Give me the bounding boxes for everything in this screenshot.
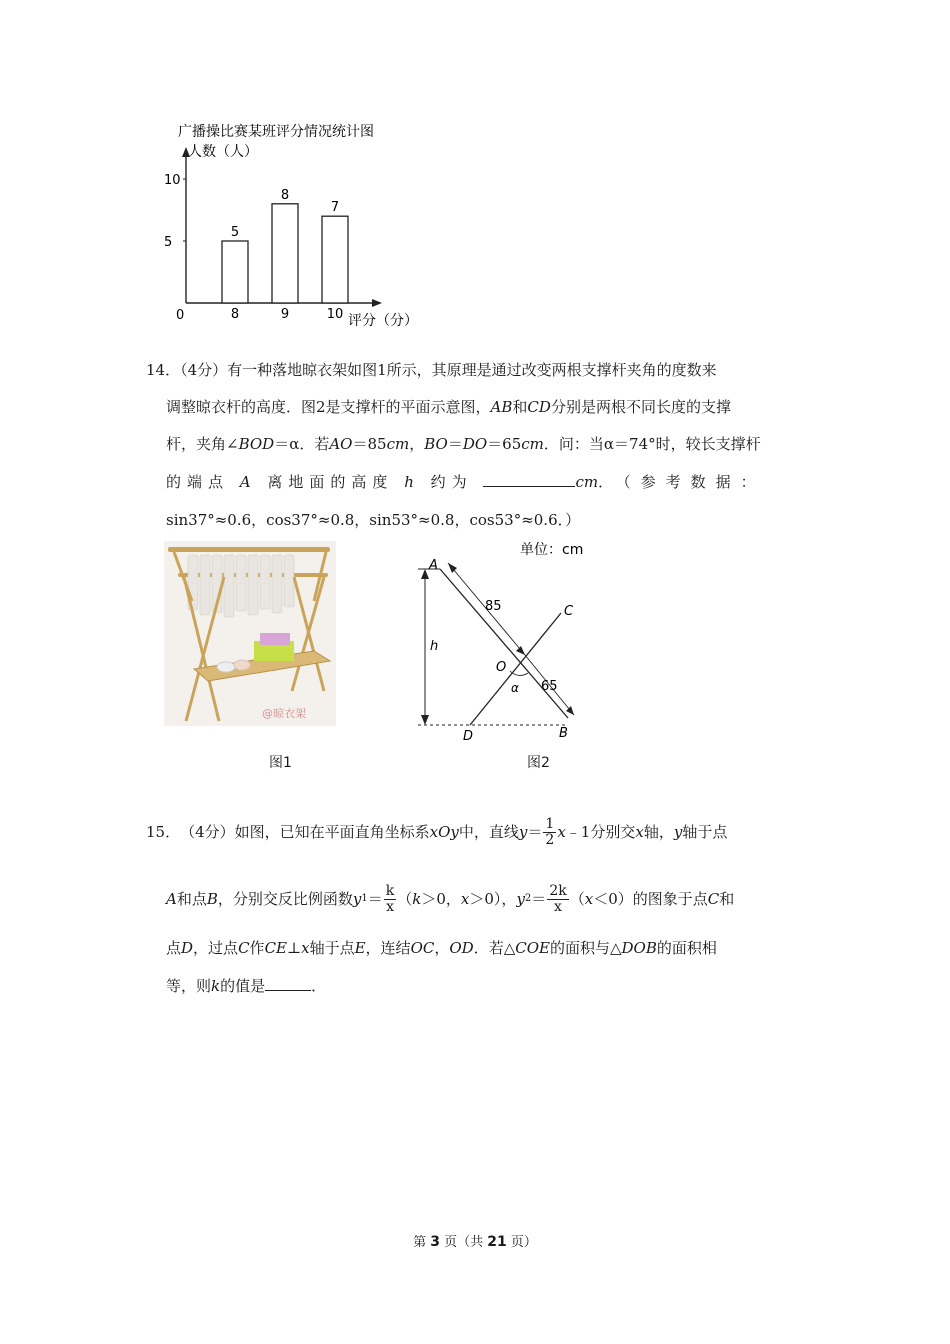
q14-var: BOD — [238, 435, 275, 453]
q15-subscript: 2 — [524, 893, 532, 904]
q14-text: ．（参考数据： — [598, 473, 766, 491]
q15-text: （ — [397, 890, 413, 908]
fraction-denominator: x — [386, 898, 394, 915]
q14-var: AB — [490, 398, 513, 416]
y-tick-label: 10 — [164, 173, 181, 188]
fig2-label-a: A — [429, 558, 438, 573]
q15-var: y — [518, 823, 528, 841]
q15-fraction-k-over-x — [384, 884, 396, 915]
q14-unit: cm — [575, 473, 599, 491]
bar-value-label: 5 — [230, 225, 240, 240]
q15-text: ＝ — [367, 890, 383, 908]
fig2-label-o: O — [496, 660, 507, 675]
q15-text: 点 — [166, 939, 182, 957]
q14-answer-blank[interactable] — [483, 472, 575, 487]
q15-var: CE — [264, 939, 287, 957]
q14-reference-data: sin37°≈0.6，cos37°≈0.8，sin53°≈0.8，cos53°≈0.6．） — [166, 511, 581, 529]
chart-bars — [222, 188, 348, 322]
q14-var: AO — [329, 435, 353, 453]
q15-line-2 — [166, 879, 734, 919]
q15-score: （4分） — [180, 823, 235, 841]
q15-var: E — [354, 939, 366, 957]
q14-text: ， — [409, 435, 425, 453]
q15-var: COE — [515, 939, 550, 957]
q15-text: ，分别交反比例函数 — [217, 890, 353, 908]
q15-text: ＞0）， — [469, 890, 517, 908]
fig2-label-c: C — [564, 604, 574, 619]
bar — [222, 241, 248, 303]
q15-text: ⊥ — [287, 939, 302, 957]
q14-var: BO — [424, 435, 448, 453]
q14-var: A — [239, 473, 257, 491]
q14-unit: cm — [386, 435, 410, 453]
q15-number: 15． — [146, 823, 181, 841]
q15-subscript: 1 — [361, 893, 368, 904]
q15-text: 如图，已知在平面直角坐标系 — [234, 823, 430, 841]
fig2-label-b: B — [559, 726, 568, 741]
q15-var: B — [206, 890, 218, 908]
q15-text: 的面积与△ — [549, 939, 622, 957]
q14-line-1 — [146, 360, 717, 380]
q15-text: 和 — [719, 890, 735, 908]
fraction-numerator: k — [385, 882, 395, 899]
q15-text: ．若△ — [473, 939, 516, 957]
q14-unit: cm — [521, 435, 544, 453]
q14-text: 和 — [512, 398, 528, 416]
q14-text: 的端点 — [166, 473, 230, 491]
q15-var: y — [516, 890, 525, 908]
q15-text: （ — [569, 890, 585, 908]
q15-line-4 — [166, 976, 326, 996]
q14-line-5 — [166, 510, 580, 530]
fraction-numerator: 1 — [545, 815, 555, 832]
q15-text: ＝ — [531, 890, 547, 908]
q15-var: y — [673, 823, 683, 841]
q15-answer-blank[interactable] — [265, 976, 311, 991]
q14-var: CD — [527, 398, 551, 416]
y-tick-label: 5 — [164, 235, 173, 250]
q15-var: x — [460, 890, 470, 908]
total-pages: 21 — [487, 1234, 507, 1250]
q14-text: ＝85 — [352, 435, 387, 453]
q14-text: 分别是两根不同长度的支撑 — [550, 398, 731, 416]
fig1-watermark: @晾衣架 — [262, 707, 306, 720]
q15-var: k — [412, 890, 422, 908]
chart-xlabel: 评分（分） — [348, 313, 418, 329]
q15-text: ，过点 — [193, 939, 239, 957]
footer-text: 页） — [510, 1235, 537, 1250]
fig2-length-65: 65 — [541, 679, 558, 694]
fig2-caption: 图2 — [527, 755, 550, 771]
q15-var: k — [211, 977, 221, 995]
chart-ylabel: 人数（人） — [188, 144, 258, 160]
q15-var: C — [707, 890, 720, 908]
q14-text: 离地面的高度 — [267, 473, 394, 491]
chart-title: 广播操比赛某班评分情况统计图 — [178, 124, 374, 140]
bar-chart — [150, 115, 440, 335]
x-axis-arrow — [372, 299, 382, 307]
q15-var: x — [584, 890, 594, 908]
q15-text: 中，直线 — [458, 823, 519, 841]
q14-line-4 — [166, 472, 766, 492]
page-footer — [0, 1231, 950, 1250]
x-tick-label: 10 — [326, 307, 344, 322]
q15-text: ． — [311, 977, 327, 995]
q15-fraction-2k-over-x — [547, 884, 568, 915]
bar — [272, 204, 298, 303]
fig1-clothes-rack-image — [164, 541, 336, 726]
q15-text: 等，则 — [166, 977, 212, 995]
q15-var: OC — [410, 939, 435, 957]
x-tick-label: 8 — [230, 307, 240, 322]
q15-text: ＞0， — [421, 890, 461, 908]
fig2-label-d: D — [463, 729, 474, 744]
q15-var: xOy — [429, 823, 459, 841]
q15-var: x — [635, 823, 644, 841]
fig2-unit-label: 单位：cm — [520, 542, 584, 558]
fig1-caption: 图1 — [269, 755, 292, 771]
q14-text: 有一种落地晾衣架如图1所示，其原理是通过改变两根支撑杆夹角的度数来 — [227, 361, 717, 379]
q15-var: y — [352, 890, 362, 908]
q14-text: 约为 — [430, 473, 473, 491]
q15-text: 的面积相 — [656, 939, 717, 957]
q14-text: ＝ — [447, 435, 463, 453]
q15-var: DOB — [621, 939, 657, 957]
footer-text: 第 — [413, 1235, 427, 1250]
q15-text: 和点 — [176, 890, 207, 908]
q14-text: 杆，夹角∠ — [166, 435, 239, 453]
q15-var: x — [301, 939, 310, 957]
fig2-length-85: 85 — [485, 599, 502, 614]
fig2-label-h: h — [430, 639, 439, 654]
q15-var: D — [181, 939, 194, 957]
q15-line-3 — [166, 938, 717, 958]
page-number: 3 — [430, 1234, 440, 1250]
q14-var: DO — [462, 435, 488, 453]
q15-var: A — [166, 890, 177, 908]
q14-line-3 — [166, 434, 761, 454]
q15-text: ， — [434, 939, 450, 957]
fraction-denominator: x — [554, 898, 562, 915]
y-tick-label: 0 — [176, 308, 185, 323]
q15-text: 轴于点 — [682, 823, 728, 841]
q14-score: （4分） — [180, 361, 228, 379]
q14-text: ＝65 — [487, 435, 522, 453]
bar-value-label: 8 — [280, 187, 290, 203]
fraction-numerator: 2k — [549, 882, 567, 899]
x-tick-label: 9 — [280, 307, 290, 322]
q14-line-2 — [166, 397, 731, 417]
q15-text: 轴， — [643, 823, 674, 841]
q15-fraction-half — [543, 817, 556, 848]
q14-text: ＝α．若 — [274, 435, 330, 453]
bar — [322, 216, 348, 303]
fraction-denominator: 2 — [545, 831, 555, 848]
q15-line-1 — [146, 812, 727, 852]
fig2-geometry-diagram — [398, 535, 608, 745]
q14-text: 调整晾衣杆的高度．图2是支撑杆的平面示意图， — [166, 398, 491, 416]
footer-text: 页（共 — [444, 1235, 484, 1250]
q15-text: 作 — [249, 939, 265, 957]
fig2-label-alpha: α — [511, 681, 519, 695]
q15-text: 的值是 — [220, 977, 266, 995]
q15-var: x — [557, 823, 566, 841]
q14-number: 14． — [146, 361, 181, 379]
q15-var: C — [238, 939, 250, 957]
q15-text: ，连结 — [365, 939, 411, 957]
bar-value-label: 7 — [330, 200, 340, 216]
q15-text: 轴于点 — [309, 939, 355, 957]
q14-var: h — [404, 473, 420, 491]
q15-text: ﹣1分别交 — [565, 823, 636, 841]
q15-var: OD — [449, 939, 474, 957]
q14-text: ．问：当α＝74°时，较长支撑杆 — [543, 435, 761, 453]
q15-text: ＜0）的图象于点 — [593, 890, 708, 908]
q15-text: ＝ — [527, 823, 543, 841]
